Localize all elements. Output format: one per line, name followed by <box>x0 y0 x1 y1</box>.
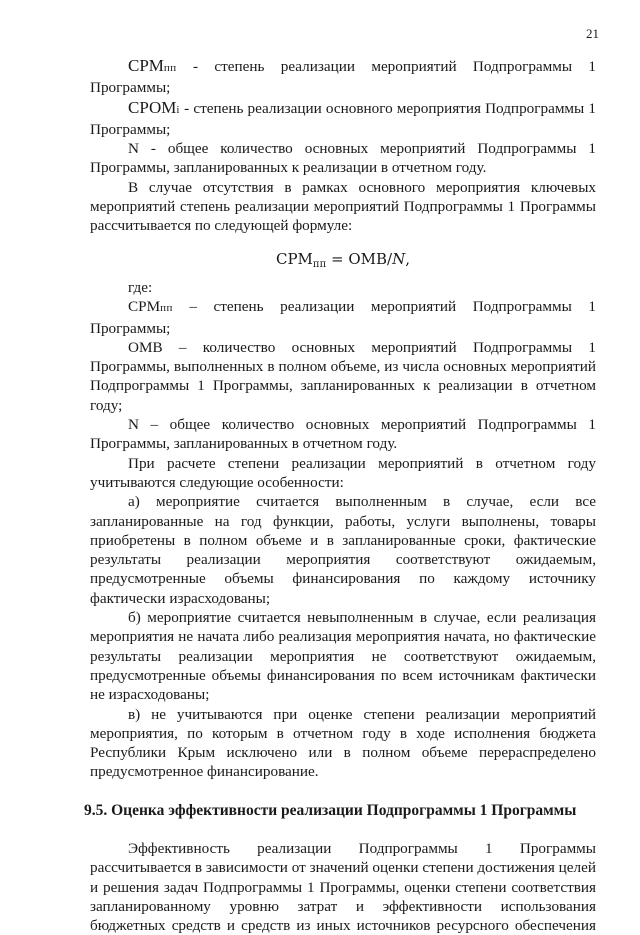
definition-n: N - общее количество основных мероприятий Подпрограммы 1 Программы, запланированных к реализации в отчетном году. <box>90 140 596 177</box>
page-number: 21 <box>586 26 599 41</box>
paragraph-efficiency: Эффективность реализации Подпрограммы 1 Программы рассчитывается в зависимости от значений оценки степени достижения целей и решения задач Подпрограммы 1 Программы, оценки степени соответствия запланированному уровню затрат и эффективности использования бюджетных средств и средств из иных источников ресурсного обеспечения <box>90 839 596 935</box>
formula-right: = ОМВ/ <box>326 249 393 268</box>
list-item-c: в) не учитываются при оценке степени реализации мероприятий мероприятия, по которым в отчетном году в ходе исполнения бюджета Республики Крым исключено или в полном объеме перераспределено предусмотренное финансирование. <box>90 705 596 781</box>
section-heading: 9.5. Оценка эффективности реализации Подпрограммы 1 Программы <box>84 801 577 819</box>
formula-end: , <box>405 249 411 268</box>
definition-srom-i <box>90 98 596 140</box>
term-srom: СРОМ <box>128 97 177 117</box>
definition-text: - степень реализации мероприятий Подпрограммы 1 Программы; <box>90 58 596 97</box>
paragraph-absence: В случае отсутствия в рамках основного мероприятия ключевых мероприятий степень реализации мероприятий Подпрограммы 1 Программы рассчитывается по следующей формуле: <box>90 178 596 235</box>
term-subscript: i <box>176 103 180 116</box>
list-item-b: б) мероприятие считается невыполненным в случае, если реализация мероприятия не начата либо реализация мероприятия начата, но фактические результаты реализации мероприятия не соответствуют ожидаемым, предусмотренные объемы финансирования по всем источникам фактически не израсходованы; <box>90 609 596 704</box>
term-subscript: пп <box>160 302 173 315</box>
formula-subscript: пп <box>312 258 327 270</box>
definition-srm-pp <box>90 56 596 98</box>
definition-text: - степень реализации основного мероприятия Подпрограммы 1 Программы; <box>90 99 596 138</box>
formula <box>90 250 596 274</box>
document-body <box>84 56 596 935</box>
definition-srm-pp-2 <box>90 297 596 338</box>
definition-n-2: N – общее количество основных мероприятий Подпрограммы 1 Программы, запланированных в отчетном году. <box>90 416 596 453</box>
term-srm: СРМ <box>128 298 161 316</box>
formula-variable: N <box>392 249 406 268</box>
term-srm: СРМ <box>128 56 164 75</box>
term-subscript: пп <box>163 62 177 74</box>
where-label: где: <box>128 278 153 296</box>
paragraph-features: При расчете степени реализации мероприятий в отчетном году учитываются следующие особенности: <box>90 454 596 491</box>
definition-omv: ОМВ – количество основных мероприятий Подпрограммы 1 Программы, выполненных в полном объеме, из числа основных мероприятий Подпрограммы 1 Программы, запланированных к реализации в отчетном году; <box>90 338 596 414</box>
definition-text: – степень реализации мероприятий Подпрограммы 1 Программы; <box>90 298 596 337</box>
list-item-a: а) мероприятие считается выполненным в случае, если все запланированные на год функции, работы, услуги выполнены, товары приобретены в полном объеме и в запланированные сроки, фактические результаты реализации мероприятия соответствуют ожидаемым, предусмотренные объемы финансирования по каждому источнику фактически израсходованы; <box>90 493 596 607</box>
formula-left: СРМ <box>275 249 313 268</box>
